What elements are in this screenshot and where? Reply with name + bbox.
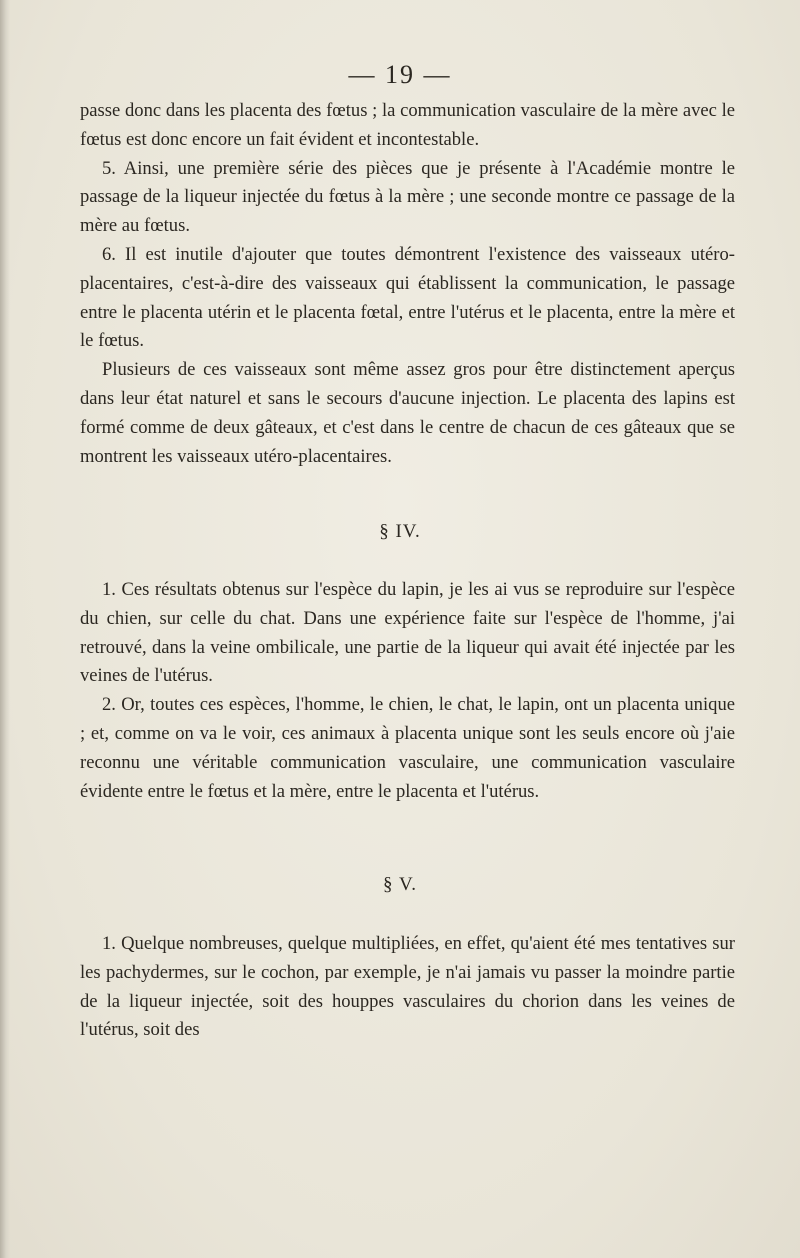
paragraph: 6. Il est inutile d'ajouter que toutes démontrent l'existence des vaisseaux utéro-placentaires, c'est-à-dire des vaisseaux qui établissent la communication, le passage entre le placenta utérin et le placenta fœtal, entre l'utérus et le placenta, entre la mère et le fœtus. xyxy=(80,243,735,352)
page-number: — 19 — xyxy=(348,60,452,89)
paragraph: 5. Ainsi, une première série des pièces que je présente à l'Académie montre le passage de la liqueur injectée du fœtus à la mère ; une seconde montre ce passage de la mère au fœtus. xyxy=(80,157,735,237)
text-block-top xyxy=(80,97,735,471)
page-binding-edge xyxy=(0,0,10,1258)
paragraph: 2. Or, toutes ces espèces, l'homme, le chien, le chat, le lapin, ont un placenta unique ; et, comme on va le voir, ces animaux à placenta unique sont les seuls encore où j'aie reconnu une véritable communication vasculaire, une communication vasculaire évidente entre le fœtus et la mère, entre le placenta et l'utérus. xyxy=(80,694,735,802)
paragraph: 1. Quelque nombreuses, quelque multipliées, en effet, qu'aient été mes tentatives sur les pachydermes, sur le cochon, par exemple, je n'ai jamais vu passer la moindre partie de la liqueur injectée, soit des houppes vasculaires du chorion dans les veines de l'utérus, soit des xyxy=(80,933,735,1041)
section-heading-v: § V. xyxy=(383,874,417,895)
paragraph: passe donc dans les placenta des fœtus ; la communication vasculaire de la mère avec le fœtus est donc encore un fait évident et incontestable. xyxy=(80,100,735,150)
paragraph: 1. Ces résultats obtenus sur l'espèce du lapin, je les ai vus se reproduire sur l'espèce du chien, sur celle du chat. Dans une expérience faite sur l'espèce de l'homme, j'ai retrouvé, dans la veine ombilicale, une partie de la liqueur qui avait été injectée par les veines de l'utérus. xyxy=(80,579,735,687)
text-block-section-v xyxy=(80,930,735,1045)
paragraph: Plusieurs de ces vaisseaux sont même assez gros pour être distinctement aperçus dans leur état naturel et sans le secours d'aucune injection. Le placenta des lapins est formé comme de deux gâteaux, et c'est dans le centre de chacun de ces gâteaux que se montrent les vaisseaux utéro-placentaires. xyxy=(80,359,735,467)
section-heading-iv: § IV. xyxy=(379,521,421,542)
text-block-section-iv xyxy=(80,576,735,806)
